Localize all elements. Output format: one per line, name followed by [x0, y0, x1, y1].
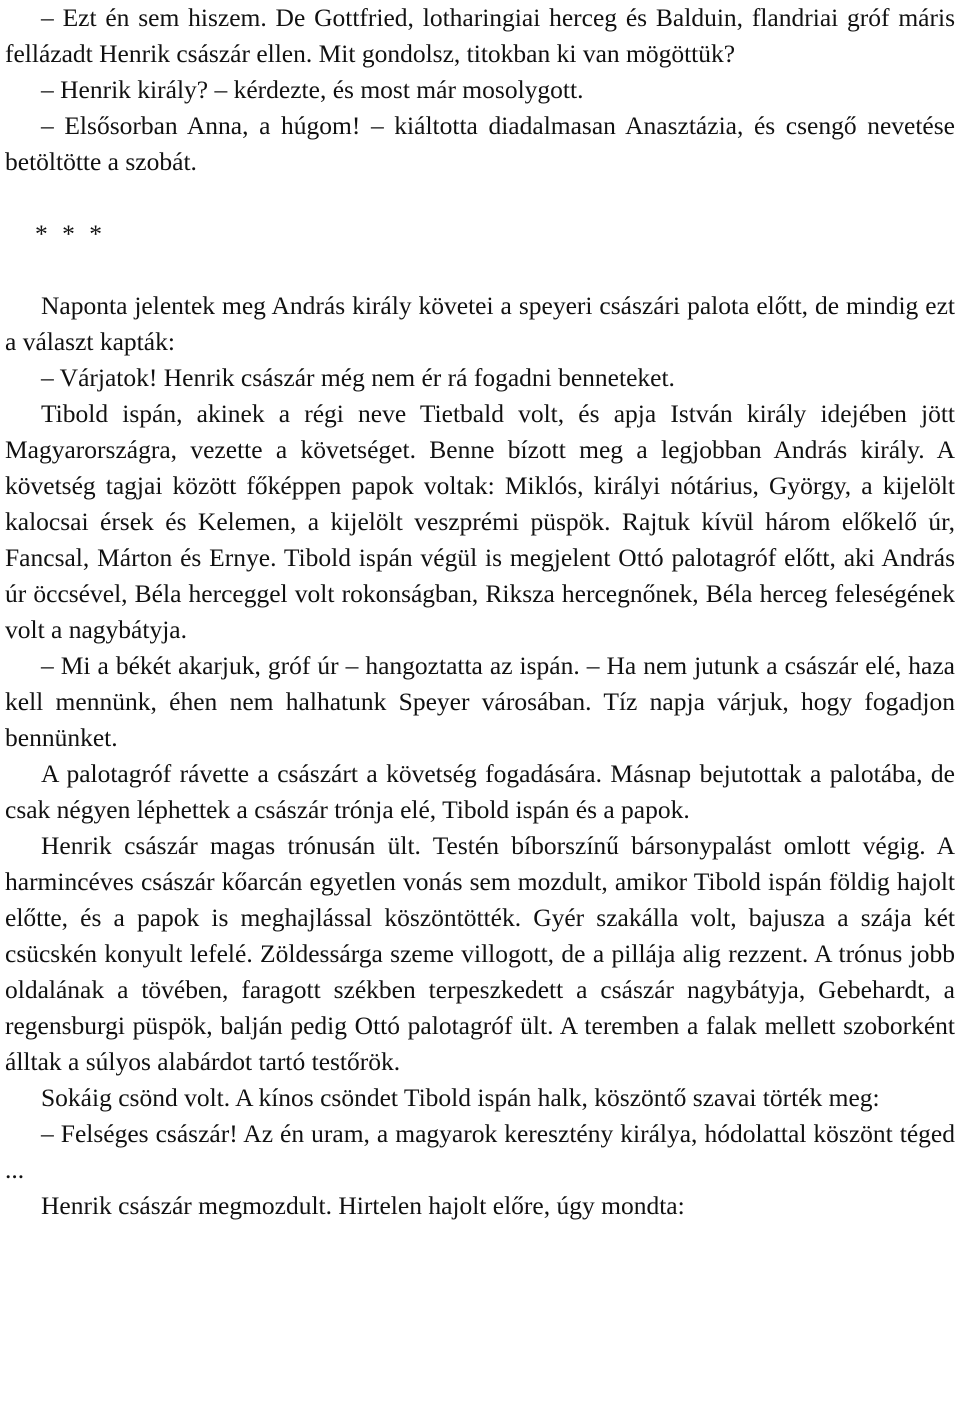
paragraph: – Elsősorban Anna, a húgom! – kiáltotta diadalmasan Anasztázia, és csengő nevetése betöltötte a szobát. [5, 111, 955, 176]
paragraph: – Ezt én sem hiszem. De Gottfried, lotharingiai herceg és Balduin, flandriai gróf máris fellázadt Henrik császár ellen. Mit gondolsz, titokban ki van mögöttük? [5, 3, 955, 68]
paragraph: Henrik császár megmozdult. Hirtelen hajolt előre, úgy mondta: [41, 1191, 685, 1220]
paragraph: – Felséges császár! Az én uram, a magyarok keresztény királya, hódolattal köszönt téged ... [5, 1119, 955, 1184]
paragraph: – Várjatok! Henrik császár még nem ér rá fogadni benneteket. [41, 363, 675, 392]
section-separator: * * * [35, 219, 106, 248]
paragraph: Tibold ispán, akinek a régi neve Tietbald volt, és apja István király idejében jött Magyarországra, vezette a követséget. Benne bízott meg a legjobban András király. A követség tagjai között főképpen papok voltak: Miklós, királyi nótárius, György, a kijelölt kalocsai érsek és Kelemen, a kijelölt veszprémi püspök. Rajtuk kívül három előkelő úr, Fancsal, Márton és Ernye. Tibold ispán végül is megjelent Ottó palotagróf előtt, aki András úr öccsével, Béla herceggel volt rokonságban, Riksza hercegnőnek, Béla herceg feleségének volt a nagybátyja. [5, 399, 955, 644]
paragraph: – Henrik király? – kérdezte, és most már mosolygott. [41, 75, 584, 104]
document-page [5, 0, 955, 1224]
paragraph: Naponta jelentek meg András király követei a speyeri császári palota előtt, de mindig ezt a választ kapták: [5, 291, 955, 356]
paragraph: Sokáig csönd volt. A kínos csöndet Tibold ispán halk, köszöntő szavai törték meg: [41, 1083, 880, 1112]
paragraph: A palotagróf rávette a császárt a követség fogadására. Másnap bejutottak a palotába, de csak négyen léphettek a császár trónja elé, Tibold ispán és a papok. [5, 759, 955, 824]
paragraph: Henrik császár magas trónusán ült. Testén bíborszínű bársonypalást omlott végig. A harmincéves császár kőarcán egyetlen vonás sem mozdult, amikor Tibold ispán földig hajolt előtte, és a papok is meghajlással köszöntötték. Gyér szakálla volt, bajusza a szája két csücskén konyult lefelé. Zöldessárga szeme villogott, de a pillája alig rezzent. A trónus jobb oldalának a tövében, faragott székben terpeszkedett a császár nagybátyja, Gebehardt, a regensburgi püspök, balján pedig Ottó palotagróf ült. A teremben a falak mellett szoborként álltak a súlyos alabárdot tartó testőrök. [5, 831, 955, 1076]
paragraph: – Mi a békét akarjuk, gróf úr – hangoztatta az ispán. – Ha nem jutunk a császár elé, haza kell mennünk, éhen nem halhatunk Speyer városában. Tíz napja várjuk, hogy fogadjon bennünket. [5, 651, 955, 752]
